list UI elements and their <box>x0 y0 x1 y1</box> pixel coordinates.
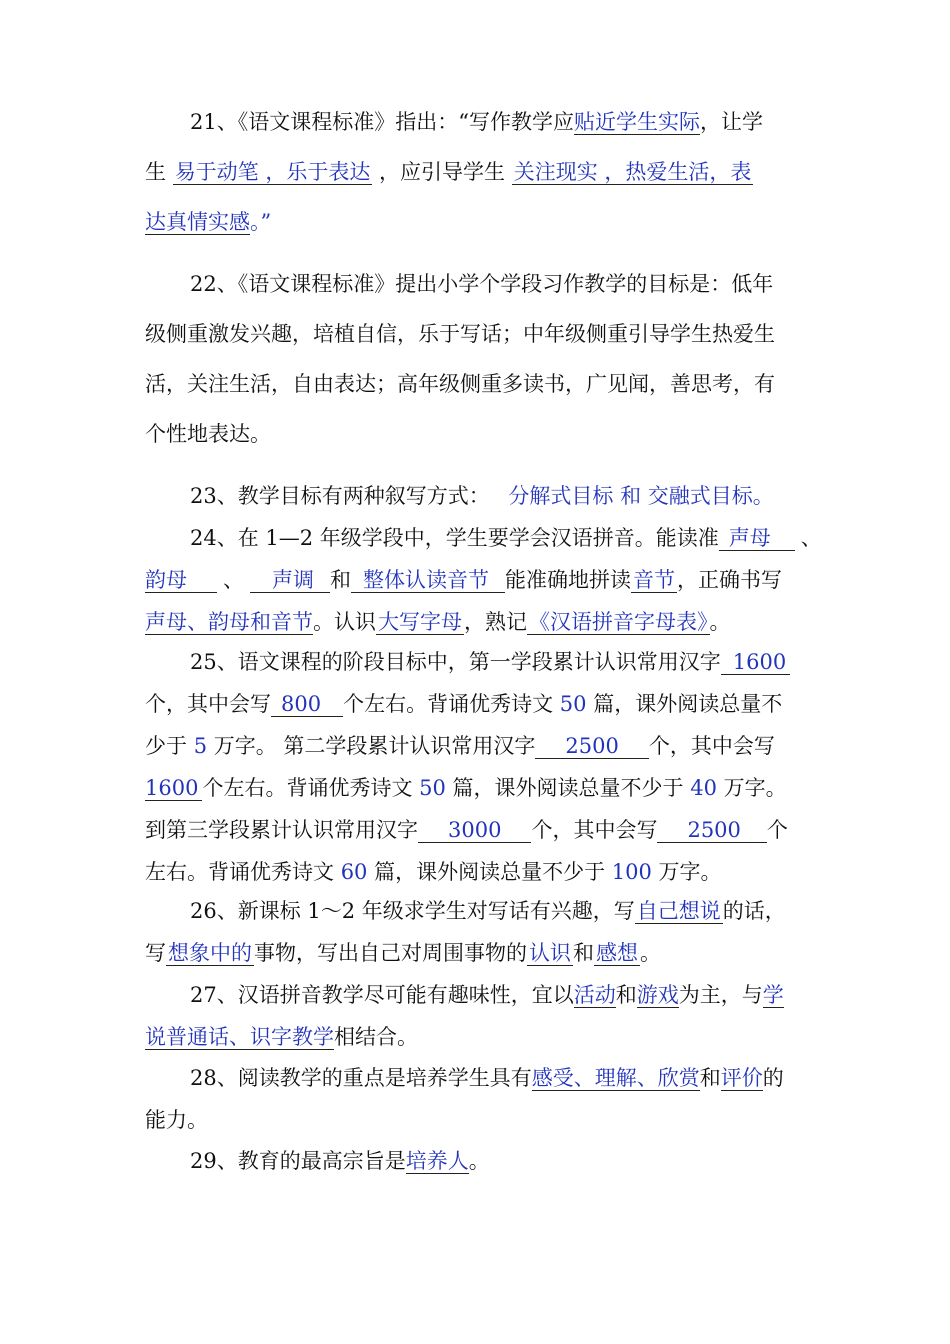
answer-blank: 韵母 <box>145 568 217 593</box>
answer-blank: 学 <box>762 983 784 1007</box>
answer-blank: 游戏 <box>636 983 679 1007</box>
answer-text: 分解式目标 和 交融式目标。 <box>508 484 774 508</box>
answer-blank: 自己想说 <box>636 899 721 923</box>
answer-blank: 1600 <box>145 776 202 801</box>
answer-blank: 说普通话、识字教学 <box>145 1025 334 1049</box>
answer-blank: 音节 <box>633 568 675 592</box>
answer-blank: 关注现实 ，热爱生活，表 <box>513 160 752 184</box>
answer-blank: 800 <box>271 692 343 717</box>
answer-blank: 贴近学生实际 <box>573 110 700 134</box>
answer-blank: 感想 <box>596 941 638 965</box>
answer-blank: 1600 <box>721 650 790 675</box>
answer-blank: 易于动笔 ，乐于表达 <box>174 160 371 184</box>
answer-blank: 培养人 <box>405 1149 469 1173</box>
answer-blank: 认识 <box>529 941 571 965</box>
answer-blank: 声调 <box>250 568 330 593</box>
answer-blank: 感受、理解、欣赏 <box>531 1066 700 1090</box>
answer-blank: 声母、韵母和音节 <box>145 610 313 634</box>
answer-blank: 大写字母 <box>378 610 462 634</box>
answer-blank: 声母 <box>719 526 795 551</box>
answer-blank: 活动 <box>573 983 616 1007</box>
answer-blank: 想象中的 <box>168 941 252 965</box>
answer-blank: 整体认读音节 <box>351 568 505 593</box>
document-page: 21、《语文课程标准》指出：“写作教学应贴近学生实际，让学 生 易于动笔 ，乐于表达 ，应引导学生 关注现实 ，热爱生活，表 达真情实感。” 22、《语文课程标准》提出小学个学段习作教学的目标是：低年 级侧重激发兴趣，培植自信，乐于写话；中年级侧重引导学生热爱生 活，关注生活，自由表达；高年级侧重多读书，广见闻，善思考，有 个性地表达。 23、教学目标有两种叙写方式： 分解式目标 和 交融式目标。 24、在 1—2 年级学段中，学生要学会汉语拼音。能读准 声母 、 韵母 、 声调 和 整体认读音节 能准确地拼读音节，正确书写 声母、韵母和音节。认识大写字母，熟记《汉语拼音字母表》。 25、语文课程的阶段目标中，第一学段累计认识常用汉字 1600 个，其中会写 800 个左右。背诵优秀诗文 50 篇，课外阅读总量不 少于 5 万字。 第二学段累计认识常用汉字 2500 个，其中会写 1600 个左右。背诵优秀诗文 50 篇，课外阅读总量不少于 40 万字。 到第三学段累计认识常用汉字 3000 个，其中会写 2500 个 左右。背诵优秀诗文 60 篇，课外阅读总量不少于 100 万字。 26、新课标 1～2 年级求学生对写话有兴趣，写自己想说的话， 写想象中的事物，写出自己对周围事物的认识和感想。 27、汉语拼音教学尽可能有趣味性，宜以活动和游戏为主，与学 说普通话、识字教学相结合。 28、阅读教学的重点是培养学生具有感受、理解、欣赏和评价的 能力。 29、教育的最高宗旨是培养人。 <box>145 110 822 1173</box>
answer-blank: 达真情实感 <box>145 210 250 234</box>
answer-blank: 3000 <box>418 818 531 843</box>
answer-blank: 评价 <box>720 1066 763 1090</box>
answer-blank: 《汉语拼音字母表》 <box>529 610 708 634</box>
answer-blank: 2500 <box>535 734 648 759</box>
answer-blank: 2500 <box>657 818 766 843</box>
